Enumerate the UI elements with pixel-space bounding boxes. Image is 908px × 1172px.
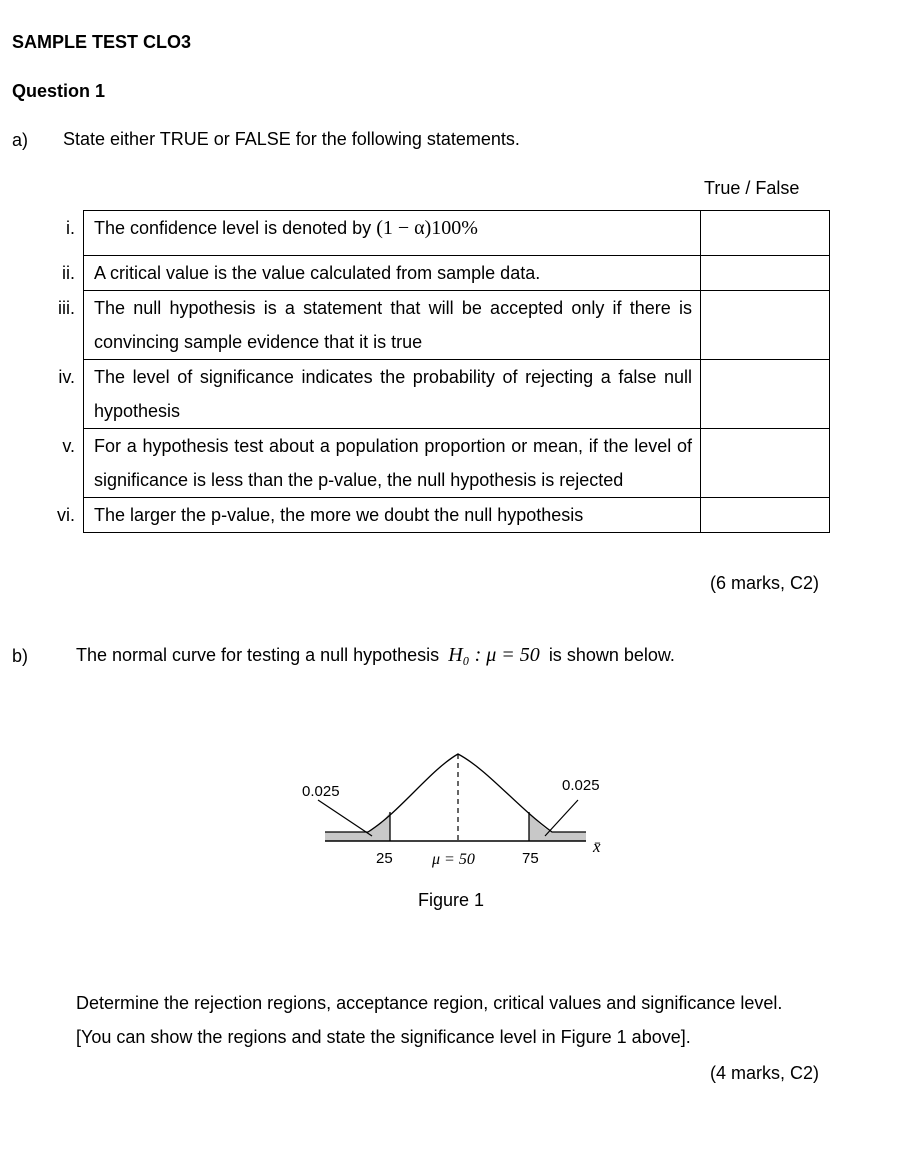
- true-false-table: [30, 210, 830, 533]
- confidence-formula: (1 − α)100%: [376, 217, 478, 239]
- row-number: vi.: [57, 504, 75, 525]
- answer-cell[interactable]: [701, 291, 830, 360]
- question-heading: Question 1: [12, 81, 106, 101]
- statement-text: For a hypothesis test about a population proportion or mean, if the level of significance is less than the p-value, the null hypothesis is rejected: [84, 429, 701, 498]
- answer-cell[interactable]: [701, 256, 830, 291]
- table-row: [30, 360, 830, 429]
- table-row: [30, 211, 830, 256]
- table-row: [30, 498, 830, 533]
- tick-left-label: 25: [376, 850, 393, 867]
- table-row: [30, 429, 830, 498]
- tick-right-label: 75: [522, 850, 539, 867]
- answer-cell[interactable]: [701, 498, 830, 533]
- statement-text: A critical value is the value calculated from sample data.: [84, 256, 701, 291]
- statement-text: The larger the p-value, the more we doubt the null hypothesis: [84, 498, 701, 533]
- row-number: i.: [66, 217, 75, 238]
- figure-caption: Figure 1: [418, 890, 485, 910]
- true-false-header: True / False: [704, 178, 800, 198]
- row-number: v.: [62, 435, 75, 456]
- document-title: SAMPLE TEST CLO3: [12, 32, 192, 52]
- part-a-instruction: State either TRUE or FALSE for the following statements.: [63, 129, 520, 149]
- normal-curve: [325, 754, 586, 832]
- row-number: iii.: [58, 297, 75, 318]
- statement-text: [84, 211, 701, 256]
- intro-after: is shown below.: [548, 645, 675, 665]
- tick-center-label: μ = 50: [432, 851, 475, 868]
- right-tail-label: 0.025: [562, 777, 600, 794]
- statement-lead: The confidence level is denoted by: [94, 218, 372, 238]
- answer-cell[interactable]: [701, 211, 830, 256]
- row-number: iv.: [58, 366, 75, 387]
- left-tail-label: 0.025: [302, 783, 340, 800]
- part-b-label: b): [12, 646, 29, 666]
- statement-text: The level of significance indicates the probability of rejecting a false null hypothesis: [84, 360, 701, 429]
- intro-before: The normal curve for testing a null hypothesis: [76, 645, 440, 665]
- normal-curve-figure: [290, 740, 630, 880]
- axis-x-bar-label: x̄: [593, 837, 601, 856]
- part-b-intro: [76, 644, 675, 667]
- right-tail-shading: [529, 812, 586, 841]
- part-b-marks: (4 marks, C2): [710, 1063, 820, 1083]
- part-a-marks: (6 marks, C2): [710, 573, 820, 593]
- table-row: [30, 256, 830, 291]
- answer-cell[interactable]: [701, 360, 830, 429]
- part-b-task: Determine the rejection regions, acceptance region, critical values and significance level. [You can show the regions and state the significance level in Figure 1 above].: [76, 993, 783, 1047]
- row-number: ii.: [62, 262, 75, 283]
- part-a-label: a): [12, 130, 29, 150]
- right-pointer-line: [545, 800, 578, 836]
- table-row: [30, 291, 830, 360]
- answer-cell[interactable]: [701, 429, 830, 498]
- statement-text: The null hypothesis is a statement that will be accepted only if there is convincing sample evidence that it is true: [84, 291, 701, 360]
- left-pointer-line: [318, 800, 372, 836]
- null-hypothesis: H₀ : μ = 50: [448, 644, 540, 666]
